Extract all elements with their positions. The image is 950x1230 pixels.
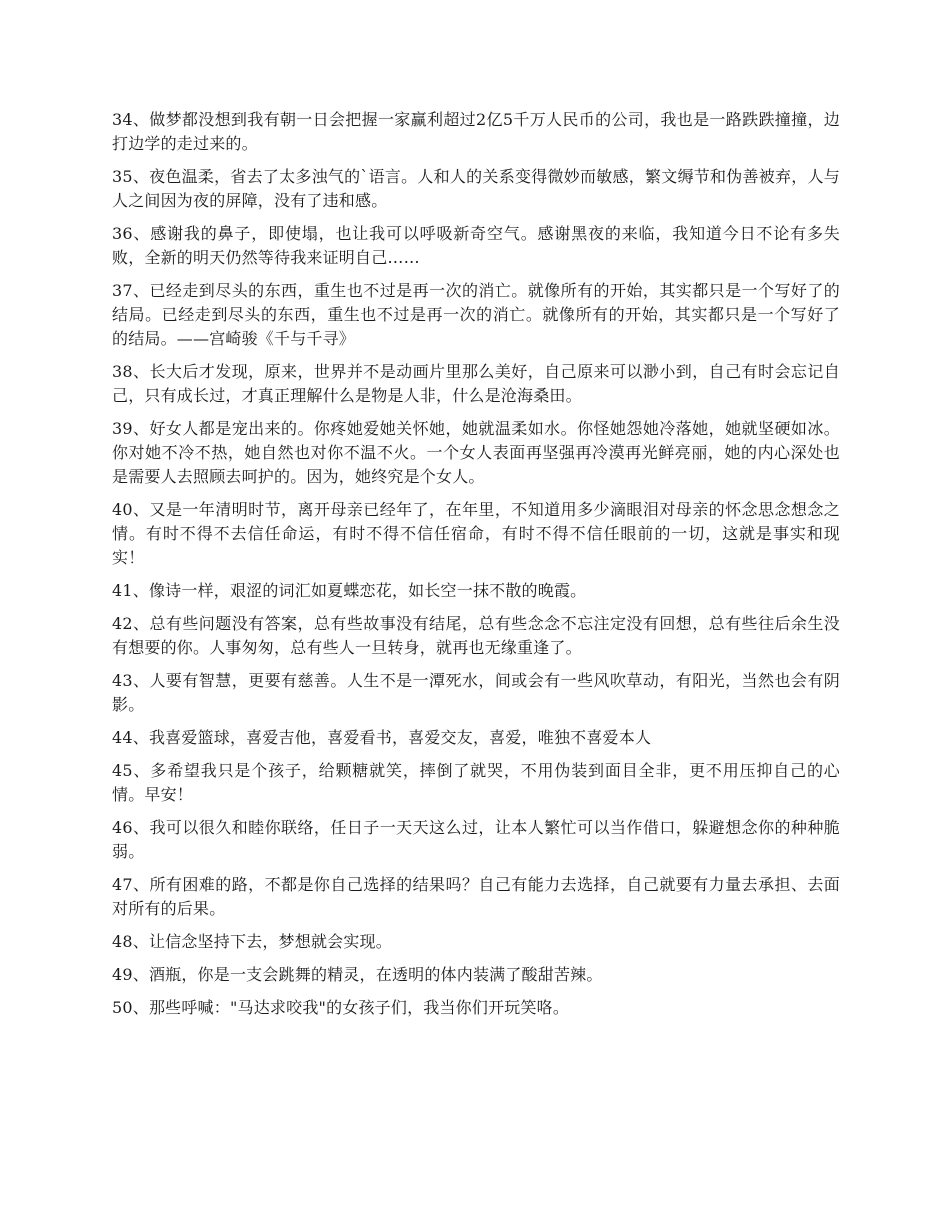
entry-41: 41、像诗一样，艰涩的词汇如夏蝶恋花，如长空一抹不散的晚霞。 (112, 581, 587, 600)
entry-50: 50、那些呼喊："马达求咬我"的女孩子们，我当你们开玩笑咯。 (112, 998, 570, 1017)
entry-35: 35、夜色温柔，省去了太多浊气的`语言。人和人的关系变得微妙而敏感，繁文缛节和伪善被弃，人与人之间因为夜的屏障，没有了违和感。 (112, 167, 840, 210)
entry-36: 36、感谢我的鼻子，即使塌，也让我可以呼吸新奇空气。感谢黑夜的来临，我知道今日不论有多失败，全新的明天仍然等待我来证明自己…… (112, 224, 840, 267)
entry-34: 34、做梦都没想到我有朝一日会把握一家赢利超过2亿5千万人民币的公司，我也是一路跌跌撞撞，边打边学的走过来的。 (112, 110, 840, 153)
entry-44: 44、我喜爱篮球，喜爱吉他，喜爱看书，喜爱交友，喜爱，唯独不喜爱本人 (112, 728, 652, 747)
entry-37: 37、已经走到尽头的东西，重生也不过是再一次的消亡。就像所有的开始，其实都只是一个写好了的结局。已经走到尽头的东西，重生也不过是再一次的消亡。就像所有的开始，其实都只是一个写好了的结局。——宫崎骏《千与千寻》 (112, 281, 840, 348)
entry-40: 40、又是一年清明时节，离开母亲已经年了，在年里，不知道用多少滴眼泪对母亲的怀念思念想念之情。有时不得不去信任命运，有时不得不信任宿命，有时不得不信任眼前的一切，这就是事实和现实！ (112, 500, 840, 567)
entry-49: 49、酒瓶，你是一支会跳舞的精灵，在透明的体内装满了酸甜苦辣。 (112, 965, 603, 984)
entry-38: 38、长大后才发现，原来，世界并不是动画片里那么美好，自己原来可以渺小到，自己有时会忘记自己，只有成长过，才真正理解什么是物是人非，什么是沧海桑田。 (112, 362, 840, 405)
entry-45: 45、多希望我只是个孩子，给颗糖就笑，摔倒了就哭，不用伪装到面目全非，更不用压抑自己的心情。早安！ (112, 761, 840, 804)
entry-39: 39、好女人都是宠出来的。你疼她爱她关怀她，她就温柔如水。你怪她怨她冷落她，她就坚硬如冰。你对她不冷不热，她自然也对你不温不火。一个女人表面再坚强再冷漠再光鲜亮丽，她的内心深处也是需要人去照顾去呵护的。因为，她终究是个女人。 (112, 419, 840, 486)
entry-48: 48、让信念坚持下去，梦想就会实现。 (112, 932, 392, 951)
entry-46: 46、我可以很久和睦你联络，任日子一天天这么过，让本人繁忙可以当作借口，躲避想念你的种种脆弱。 (112, 818, 840, 861)
entry-43: 43、人要有智慧，更要有慈善。人生不是一潭死水，间或会有一些风吹草动，有阳光，当然也会有阴影。 (112, 671, 840, 714)
entry-47: 47、所有困难的路，不都是你自己选择的结果吗？自己有能力去选择，自己就要有力量去承担、去面对所有的后果。 (112, 875, 840, 918)
document-body (112, 108, 840, 1029)
entry-42: 42、总有些问题没有答案，总有些故事没有结尾，总有些念念不忘注定没有回想，总有些往后余生没有想要的你。人事匆匆，总有些人一旦转身，就再也无缘重逢了。 (112, 614, 840, 657)
